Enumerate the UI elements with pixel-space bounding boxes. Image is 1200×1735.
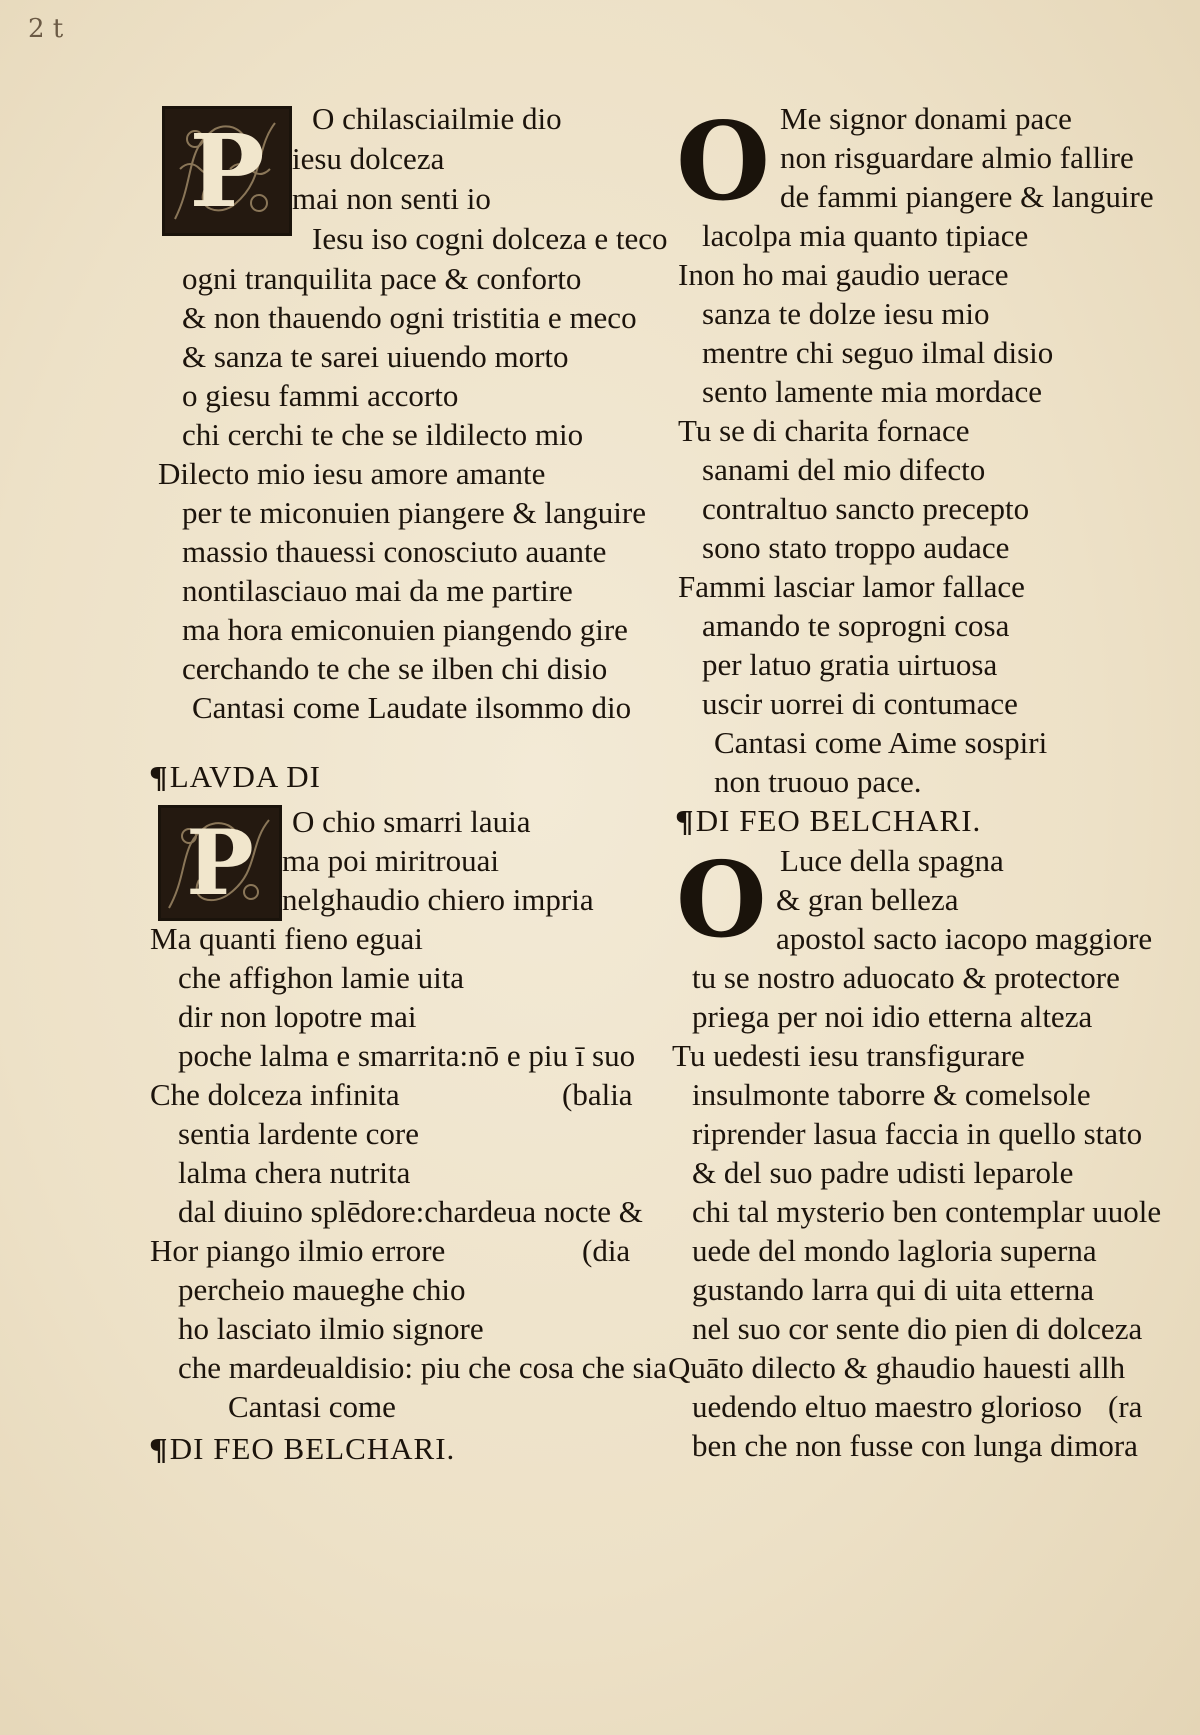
verse-line: nelghaudio chiero impria	[282, 882, 594, 917]
pilcrow-icon: ¶	[675, 803, 695, 838]
verse-line: (ra	[1108, 1389, 1143, 1424]
verse-line: percheio maueghe chio	[178, 1272, 466, 1307]
verse-line: Tu se di charita fornace	[678, 413, 970, 448]
verse-line: per latuo gratia uirtuosa	[702, 647, 998, 682]
page-mark: 2 t	[28, 14, 64, 44]
verse-line: lacolpa mia quanto tipiace	[702, 218, 1029, 253]
verse-line: ho lasciato ilmio signore	[178, 1311, 484, 1346]
verse-line: o giesu fammi accorto	[182, 378, 459, 413]
verse-line: gustando larra qui di uita etterna	[692, 1272, 1095, 1307]
verse-line: Cantasi come	[228, 1389, 396, 1424]
verse-line: riprender lasua faccia in quello stato	[692, 1116, 1143, 1151]
verse-line: sono stato troppo audace	[702, 530, 1010, 565]
verse-line: nontilasciauo mai da me partire	[182, 573, 573, 608]
verse-line: non truouo pace.	[714, 764, 922, 799]
verse-line: poche lalma e smarrita:nō e piu ī suo	[178, 1038, 636, 1073]
verse-line: per te miconuien piangere & languire	[182, 495, 646, 530]
verse-line: tu se nostro aduocato & protectore	[692, 960, 1120, 995]
verse-line: & del suo padre udisti leparole	[692, 1155, 1074, 1190]
verse-line: Fammi lasciar lamor fallace	[678, 569, 1025, 604]
verse-line: (dia	[582, 1233, 631, 1268]
verse-line: & sanza te sarei uiuendo morto	[182, 339, 569, 374]
verse-line: contraltuo sancto precepto	[702, 491, 1030, 526]
verse-line: Me signor donami pace	[780, 101, 1072, 136]
verse-line: Inon ho mai gaudio uerace	[678, 257, 1009, 292]
pilcrow-icon: ¶	[149, 759, 169, 794]
verse-line: amando te soprogni cosa	[702, 608, 1010, 643]
section-heading: ¶DI FEO BELCHARI.	[149, 1431, 456, 1466]
section-heading: ¶DI FEO BELCHARI.	[675, 803, 982, 838]
verse-line: de fammi piangere & languire	[780, 179, 1154, 214]
verse-line: ma poi miritrouai	[282, 843, 499, 878]
verse-line: nel suo cor sente dio pien di dolceza	[692, 1311, 1143, 1346]
verse-line: lalma chera nutrita	[178, 1155, 411, 1190]
decorated-initial-p: P	[158, 805, 282, 921]
verse-line: chi tal mysterio ben contemplar uuole	[692, 1194, 1162, 1229]
verse-line: iesu dolceza	[292, 141, 445, 176]
verse-line: chi cerchi te che se ildilecto mio	[182, 417, 584, 452]
verse-line: Hor piango ilmio errore	[150, 1233, 446, 1268]
verse-line: Tu uedesti iesu transfigurare	[672, 1038, 1025, 1073]
verse-line: O chilasciailmie dio	[312, 101, 562, 136]
verse-line: Cantasi come Laudate ilsommo dio	[192, 690, 632, 725]
verse-line: cerchando te che se ilben chi disio	[182, 651, 608, 686]
verse-line: & gran belleza	[776, 882, 959, 917]
verse-line: Che dolceza infinita	[150, 1077, 400, 1112]
verse-line: ben che non fusse con lunga dimora	[692, 1428, 1138, 1463]
verse-line: Iesu iso cogni dolceza e teco	[312, 221, 668, 256]
section-heading: ¶LAVDA DI	[149, 759, 321, 794]
verse-line: & non thauendo ogni tristitia e meco	[182, 300, 637, 335]
verse-line: Luce della spagna	[780, 843, 1004, 878]
verse-line: Ma quanti fieno eguai	[150, 921, 423, 956]
verse-line: ma hora emiconuien piangendo gire	[182, 612, 628, 647]
pilcrow-icon: ¶	[149, 1431, 169, 1466]
verse-line: apostol sacto iacopo maggiore	[776, 921, 1153, 956]
verse-line: non risguardare almio fallire	[780, 140, 1134, 175]
large-initial-o: O	[676, 838, 767, 961]
verse-line: Cantasi come Aime sospiri	[714, 725, 1048, 760]
verse-line: sanami del mio difecto	[702, 452, 986, 487]
verse-line: mai non senti io	[292, 181, 491, 216]
verse-line: che affighon lamie uita	[178, 960, 465, 995]
verse-line: insulmonte taborre & comelsole	[692, 1077, 1091, 1112]
verse-line: massio thauessi conosciuto auante	[182, 534, 607, 569]
verse-line: sentia lardente core	[178, 1116, 419, 1151]
verse-line: sento lamente mia mordace	[702, 374, 1043, 409]
verse-line: ogni tranquilita pace & conforto	[182, 261, 582, 296]
verse-line: sanza te dolze iesu mio	[702, 296, 990, 331]
verse-line: uscir uorrei di contumace	[702, 686, 1018, 721]
verse-line: mentre chi seguo ilmal disio	[702, 335, 1054, 370]
large-initial-o: O	[676, 99, 771, 225]
decorated-initial-p: P	[162, 106, 292, 236]
verse-line: (balia	[562, 1077, 633, 1112]
verse-line: dal diuino splēdore:chardeua nocte &	[178, 1194, 643, 1229]
verse-line: priega per noi idio etterna alteza	[692, 999, 1093, 1034]
verse-line: dir non lopotre mai	[178, 999, 417, 1034]
verse-line: che mardeualdisio: piu che cosa che sia	[178, 1350, 667, 1385]
verse-line: Dilecto mio iesu amore amante	[158, 456, 546, 491]
verse-line: Quāto dilecto & ghaudio hauesti allh	[668, 1350, 1126, 1385]
verse-line: uede del mondo lagloria superna	[692, 1233, 1097, 1268]
verse-line: O chio smarri lauia	[292, 804, 531, 839]
verse-line: uedendo eltuo maestro glorioso	[692, 1389, 1082, 1424]
